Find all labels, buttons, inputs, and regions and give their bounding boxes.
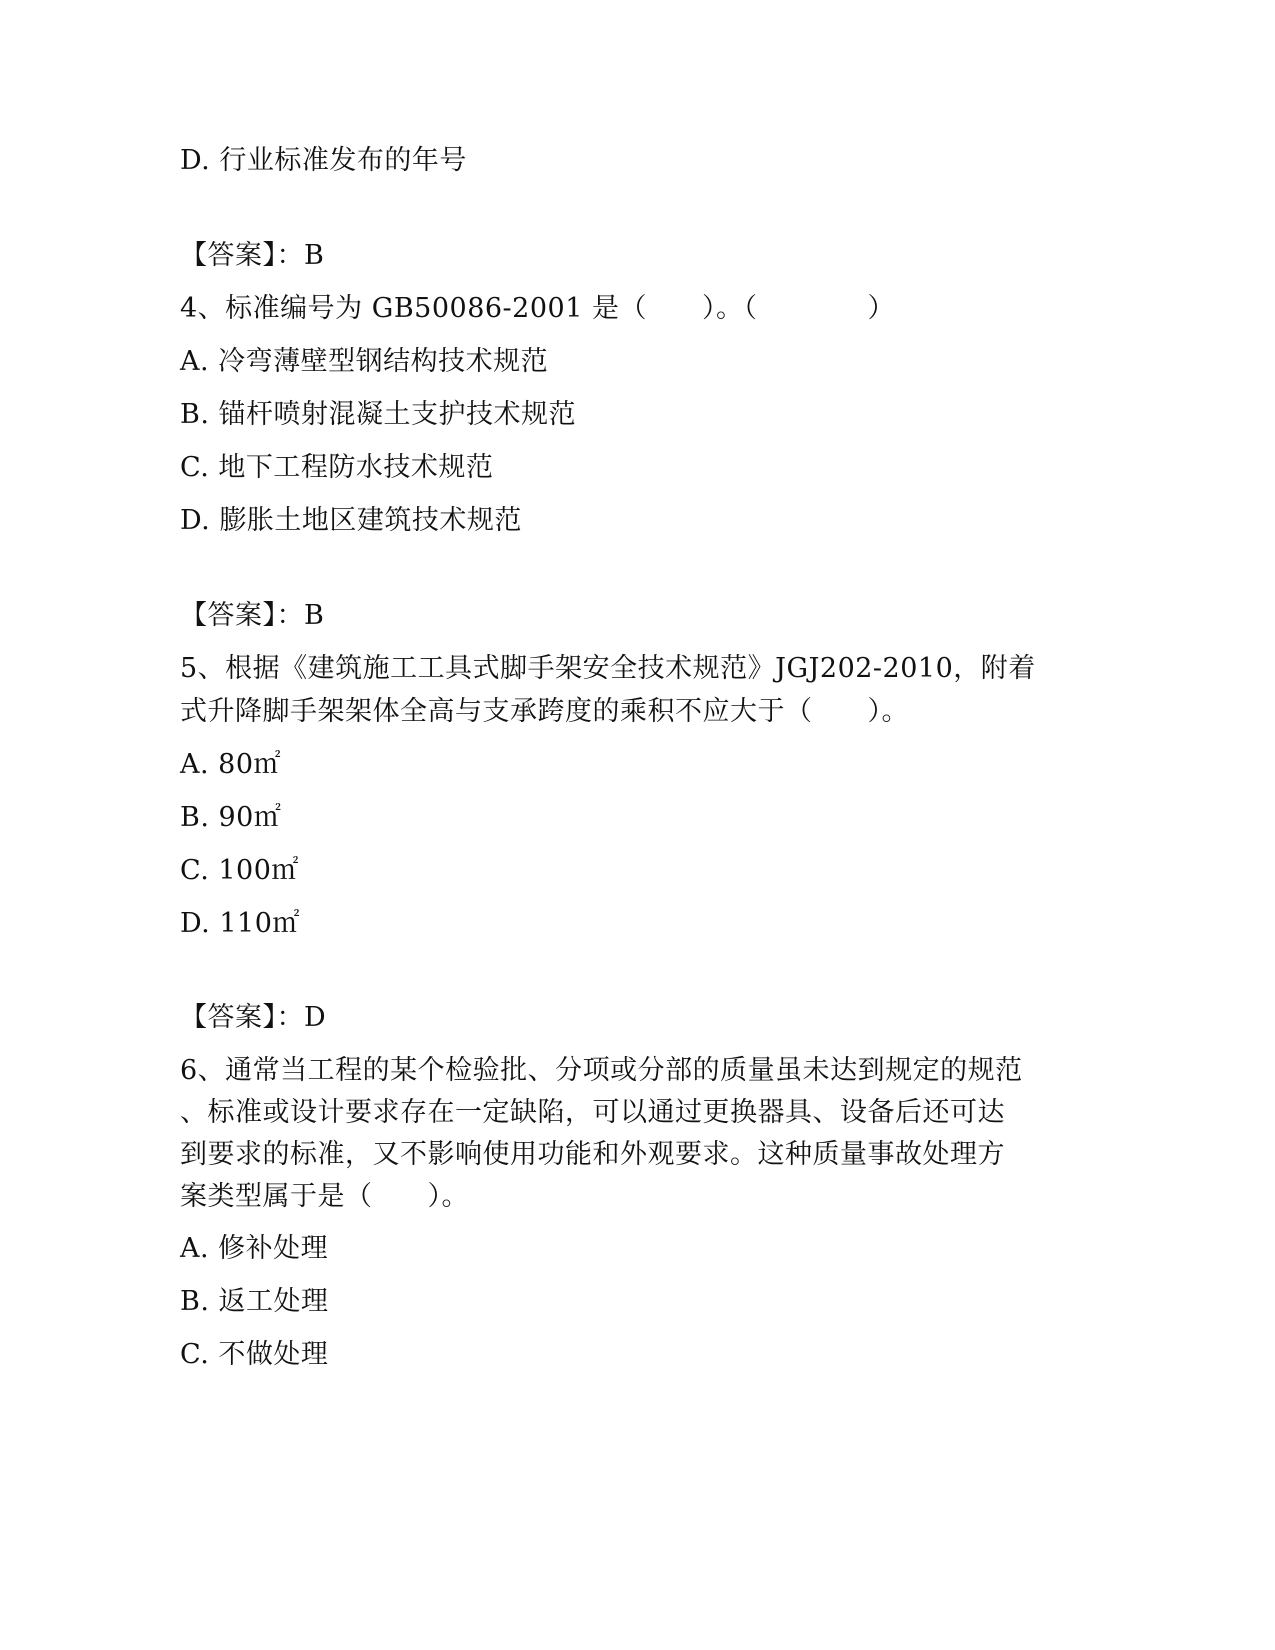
q4-option-a: A. 冷弯薄壁型钢结构技术规范: [180, 346, 549, 377]
q6-stem-line-2: 、标准或设计要求存在一定缺陷，可以通过更换器具、设备后还可达: [180, 1097, 1005, 1128]
q6-option-b: B. 返工处理: [180, 1286, 329, 1317]
q6-stem-line-1: 6、通常当工程的某个检验批、分项或分部的质量虽未达到规定的规范: [180, 1055, 1023, 1086]
q5-stem-line-1: 5、根据《建筑施工工具式脚手架安全技术规范》JGJ202-2010，附着: [180, 653, 1036, 684]
q5-option-c: C. 100㎡: [180, 855, 299, 886]
q6-option-a: A. 修补处理: [180, 1233, 329, 1264]
q6-stem-line-4: 案类型属于是（ ）。: [180, 1181, 469, 1212]
q4-stem: 4、标准编号为 GB50086-2001 是（ ）。（ ）: [180, 293, 895, 324]
q3-option-d: D. 行业标准发布的年号: [180, 145, 467, 176]
q5-stem-line-2: 式升降脚手架架体全高与支承跨度的乘积不应大于（ ）。: [180, 696, 909, 727]
q5-answer: 【答案】：D: [180, 1002, 327, 1033]
q5-option-a: A. 80㎡: [180, 749, 282, 780]
q6-stem-line-3: 到要求的标准，又不影响使用功能和外观要求。这种质量事故处理方: [180, 1139, 1005, 1170]
q5-option-b: B. 90㎡: [180, 802, 282, 833]
q4-option-c: C. 地下工程防水技术规范: [180, 452, 494, 483]
q4-option-b: B. 锚杆喷射混凝土支护技术规范: [180, 399, 577, 430]
q4-answer: 【答案】：B: [180, 600, 325, 631]
q5-option-d: D. 110㎡: [180, 908, 300, 939]
q4-option-d: D. 膨胀土地区建筑技术规范: [180, 505, 522, 536]
q6-option-c: C. 不做处理: [180, 1339, 329, 1370]
q3-answer: 【答案】：B: [180, 240, 325, 271]
